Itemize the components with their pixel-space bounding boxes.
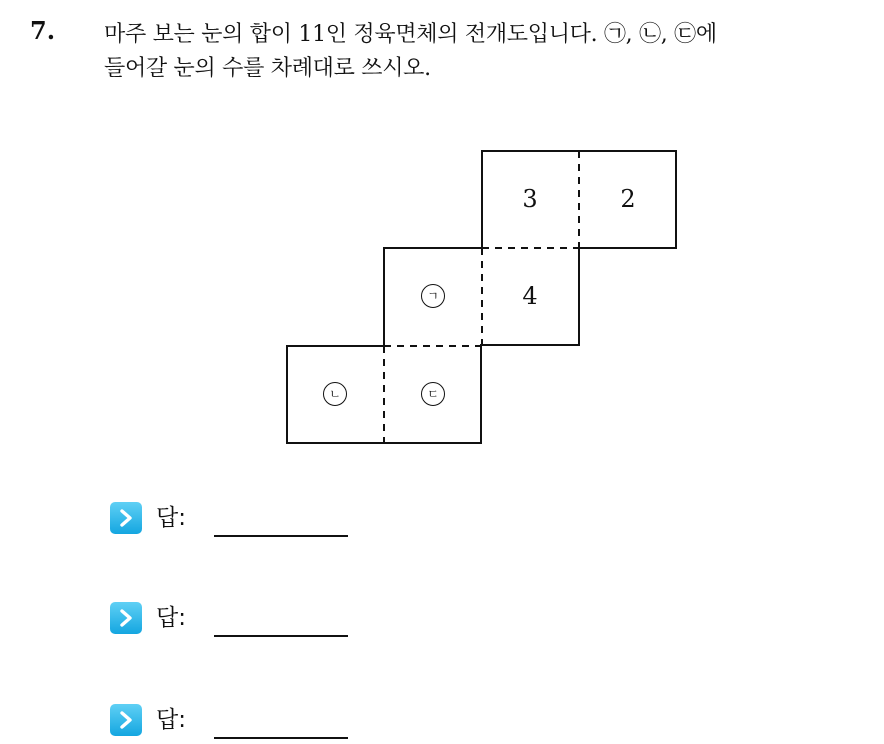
answer-label: 답: [156,707,186,733]
answer-blank-1[interactable] [214,535,348,537]
net-cell-middle-right [482,248,578,344]
circled-digeut: ㄷ [421,382,445,406]
answer-blank-2[interactable] [214,635,348,637]
net-cell-top-right [580,151,676,247]
answer-blank-3[interactable] [214,737,348,739]
answer-row-2 [110,600,370,640]
answer-row-1 [110,500,370,540]
answer-row-3 [110,702,370,742]
cell-value: 3 [522,185,538,213]
net-cell-bottom-left [287,346,383,442]
cell-value: 2 [620,185,636,213]
net-cell-top-left [482,151,578,247]
chevron-right-icon [110,602,142,634]
circled-nieun: ㄴ [323,382,347,406]
answer-label: 답: [156,605,186,631]
chevron-right-icon [110,502,142,534]
cell-value: 4 [522,282,538,310]
question-text-line-1: 마주 보는 눈의 합이 11인 정육면체의 전개도입니다. ㉠, ㉡, ㉢에 [104,22,717,47]
cube-net-diagram [286,151,678,445]
net-cell-bottom-right [385,346,481,442]
question-number: 7. [30,16,56,45]
question-text-line-2: 들어갈 눈의 수를 차례대로 쓰시오. [104,56,431,81]
question-text [104,18,884,86]
net-cell-middle-left [385,248,481,344]
answer-label: 답: [156,505,186,531]
circled-giyeok: ㄱ [421,284,445,308]
chevron-right-icon [110,704,142,736]
